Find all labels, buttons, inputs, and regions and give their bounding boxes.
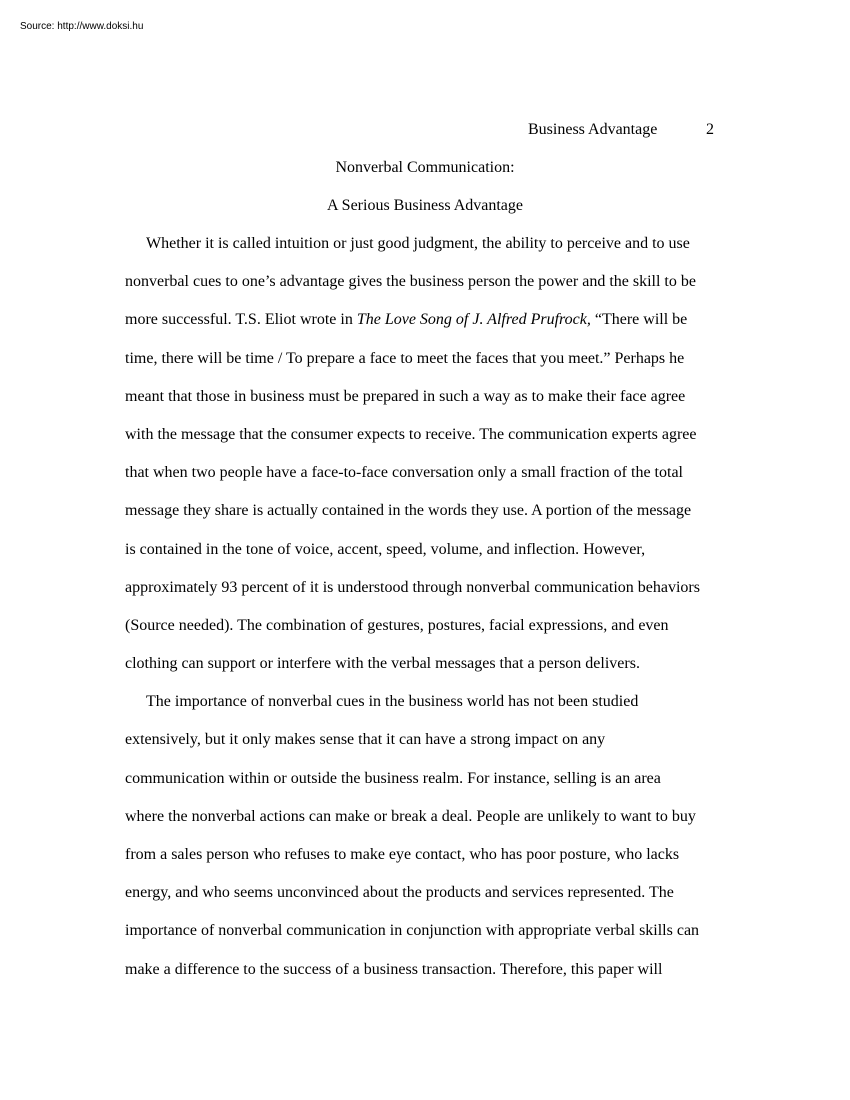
- body-line-text: “There will be: [590, 311, 688, 329]
- paper-title-line-2: A Serious Business Advantage: [327, 197, 523, 214]
- body-line: [125, 310, 735, 348]
- source-url: Source: http://www.doksi.hu: [20, 21, 144, 32]
- body-line: time, there will be time / To prepare a face to meet the faces that you meet.” Perhaps he: [125, 349, 685, 367]
- paper-title-line-1: Nonverbal Communication:: [335, 159, 515, 176]
- body-line: message they share is actually contained in the words they use. A portion of the message: [125, 502, 692, 520]
- body-line: nonverbal cues to one’s advantage gives the business person the power and the skill to be: [125, 273, 696, 291]
- body-line: from a sales person who refuses to make eye contact, who has poor posture, who lacks: [125, 846, 680, 863]
- body-line: that when two people have a face-to-face conversation only a small fraction of the total: [125, 464, 683, 482]
- body-line: (Source needed). The combination of gestures, postures, facial expressions, and even: [125, 616, 669, 634]
- body-line-text: more successful. T.S. Eliot wrote in: [125, 311, 357, 329]
- body-line: is contained in the tone of voice, accent, speed, volume, and inflection. However,: [125, 540, 646, 558]
- body-line: where the nonverbal actions can make or break a deal. People are unlikely to want to buy: [125, 807, 696, 825]
- body-line: approximately 93 percent of it is understood through nonverbal communication behaviors: [125, 578, 700, 596]
- body-line: communication within or outside the business realm. For instance, selling is an area: [125, 769, 661, 787]
- body-line: clothing can support or interfere with the verbal messages that a person delivers.: [125, 655, 640, 673]
- body-line: Whether it is called intuition or just good judgment, the ability to perceive and to use: [146, 235, 690, 252]
- body-line: energy, and who seems unconvinced about the products and services represented. The: [125, 884, 674, 902]
- poem-title: The Love Song of J. Alfred Prufrock,: [356, 311, 591, 329]
- body-line: with the message that the consumer expects to receive. The communication experts agree: [125, 425, 697, 443]
- body-line: extensively, but it only makes sense that it can have a strong impact on any: [125, 731, 606, 749]
- body-line: The importance of nonverbal cues in the business world has not been studied: [146, 693, 639, 711]
- body-line: importance of nonverbal communication in conjunction with appropriate verbal skills can: [125, 922, 700, 940]
- page-number: 2: [706, 121, 714, 138]
- running-head-title: Business Advantage: [528, 121, 658, 138]
- body-line: make a difference to the success of a business transaction. Therefore, this paper will: [125, 960, 663, 978]
- body-line: meant that those in business must be prepared in such a way as to make their face agree: [125, 387, 686, 405]
- body-text: [125, 234, 735, 998]
